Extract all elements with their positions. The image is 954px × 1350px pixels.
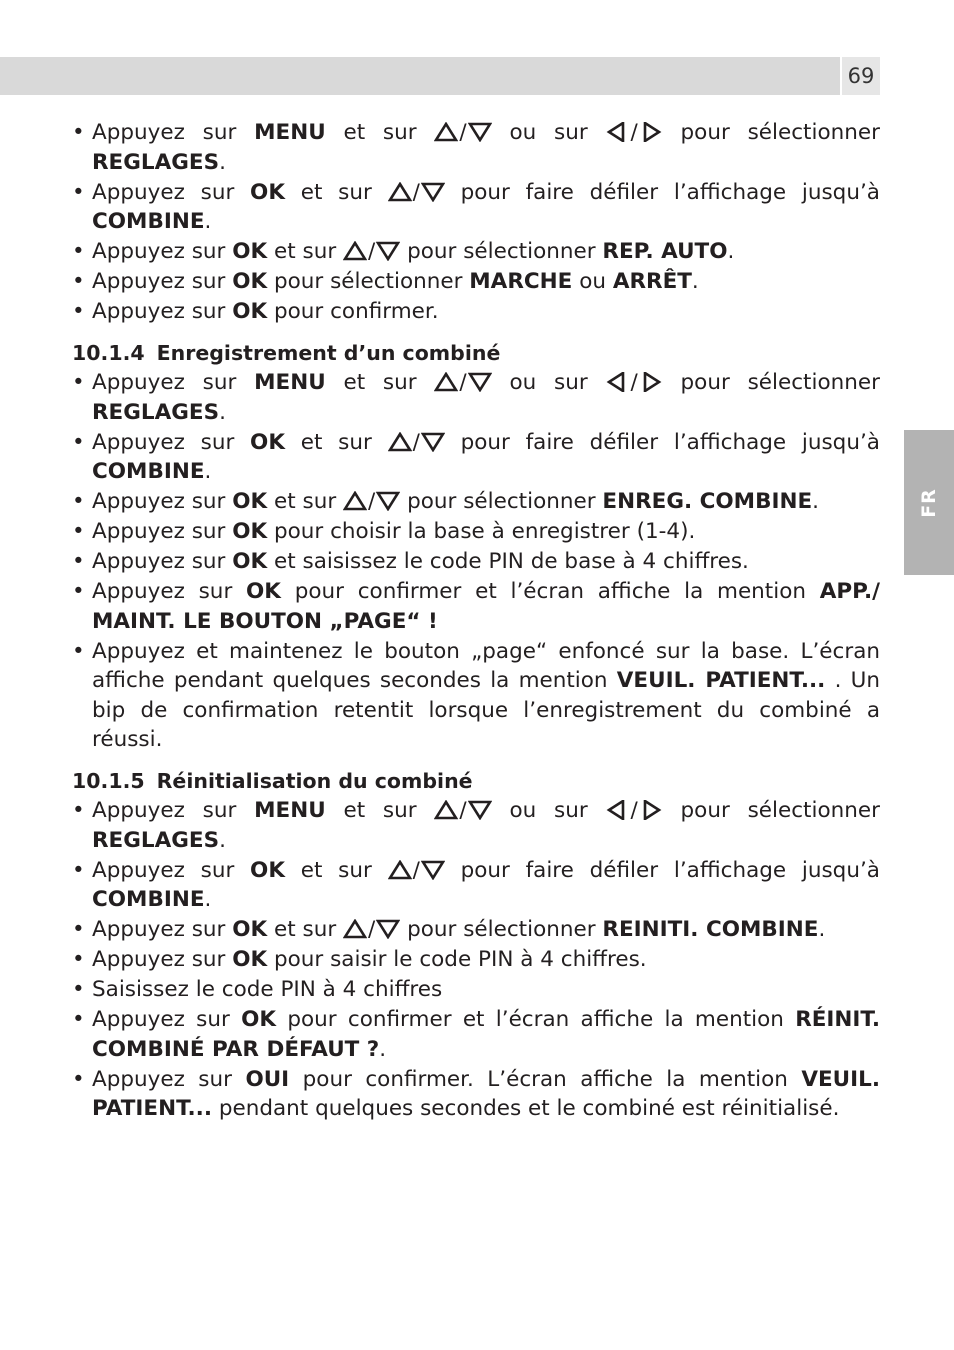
list-item: • Appuyez sur MENU et sur / ou sur / pour sélectionner REGLAGES. [72, 118, 880, 177]
down-arrow-icon [421, 860, 445, 880]
list-item: • Appuyez sur OK pour confirmer et l’écran affiche la mention RÉINIT. COMBINÉ PAR DÉFAUT ?. [72, 1005, 880, 1064]
up-arrow-icon [388, 182, 412, 202]
left-arrow-icon [605, 800, 629, 820]
right-arrow-icon [639, 122, 663, 142]
down-arrow-icon [468, 122, 492, 142]
section-10-1-5 [72, 767, 880, 1124]
list-item: • Saisissez le code PIN à 4 chiffres [72, 975, 880, 1005]
list-item: • Appuyez sur OK pour choisir la base à enregistrer (1-4). [72, 517, 880, 547]
up-arrow-icon [343, 241, 367, 261]
down-arrow-icon [376, 241, 400, 261]
section-heading: 10.1.4 Enregistrement d’un combiné [72, 340, 501, 365]
down-arrow-icon [421, 432, 445, 452]
list-item: • Appuyez sur MENU et sur / ou sur / pour sélectionner REGLAGES. [72, 796, 880, 855]
page-content [72, 118, 880, 1124]
down-arrow-icon [468, 800, 492, 820]
down-arrow-icon [376, 491, 400, 511]
down-arrow-icon [376, 919, 400, 939]
down-arrow-icon [421, 182, 445, 202]
header-band [0, 57, 840, 95]
language-tab-label: FR [918, 487, 940, 518]
list-item: • Appuyez et maintenez le bouton „page“ enfoncé sur la base. L’écran affiche pendant quelques secondes la mention VEUIL. PATIENT... . Un bip de confirmation retentit lorsque l’enregistrement du combiné a réussi. [72, 637, 880, 755]
list-item: • Appuyez sur MENU et sur / ou sur / pour sélectionner REGLAGES. [72, 368, 880, 427]
list-item: • Appuyez sur OUI pour confirmer. L’écran affiche la mention VEUIL. PATIENT... pendant quelques secondes et le combiné est réinitialisé. [72, 1065, 880, 1124]
page-number: 69 [842, 57, 880, 95]
list-item: • Appuyez sur OK et sur / pour sélectionner REINITI. COMBINE. [72, 915, 880, 945]
section-heading: 10.1.5 Réinitialisation du combiné [72, 768, 473, 793]
left-arrow-icon [605, 372, 629, 392]
list-item: • Appuyez sur OK et sur / pour faire défiler l’affichage jusqu’à COMBINE. [72, 428, 880, 487]
section-10-1-4 [72, 339, 880, 755]
right-arrow-icon [639, 800, 663, 820]
up-arrow-icon [388, 432, 412, 452]
list-item: • Appuyez sur OK pour sélectionner MARCHE ou ARRÊT. [72, 267, 880, 297]
list-item: • Appuyez sur OK pour saisir le code PIN à 4 chiffres. [72, 945, 880, 975]
up-arrow-icon [434, 372, 458, 392]
list-item: • Appuyez sur OK et sur / pour faire défiler l’affichage jusqu’à COMBINE. [72, 856, 880, 915]
list-item: • Appuyez sur OK pour confirmer. [72, 297, 880, 327]
up-arrow-icon [434, 800, 458, 820]
up-arrow-icon [343, 919, 367, 939]
list-item: • Appuyez sur OK et sur / pour sélectionner ENREG. COMBINE. [72, 487, 880, 517]
up-arrow-icon [343, 491, 367, 511]
left-arrow-icon [605, 122, 629, 142]
down-arrow-icon [468, 372, 492, 392]
language-tab [904, 430, 954, 575]
list-item: • Appuyez sur OK et saisissez le code PIN de base à 4 chiffres. [72, 547, 880, 577]
up-arrow-icon [434, 122, 458, 142]
section-intro [72, 118, 880, 327]
up-arrow-icon [388, 860, 412, 880]
list-item: • Appuyez sur OK pour confirmer et l’écran affiche la mention APP./ MAINT. LE BOUTON „PAGE“ ! [72, 577, 880, 636]
list-item: • Appuyez sur OK et sur / pour faire défiler l’affichage jusqu’à COMBINE. [72, 178, 880, 237]
list-item: • Appuyez sur OK et sur / pour sélectionner REP. AUTO. [72, 237, 880, 267]
right-arrow-icon [639, 372, 663, 392]
